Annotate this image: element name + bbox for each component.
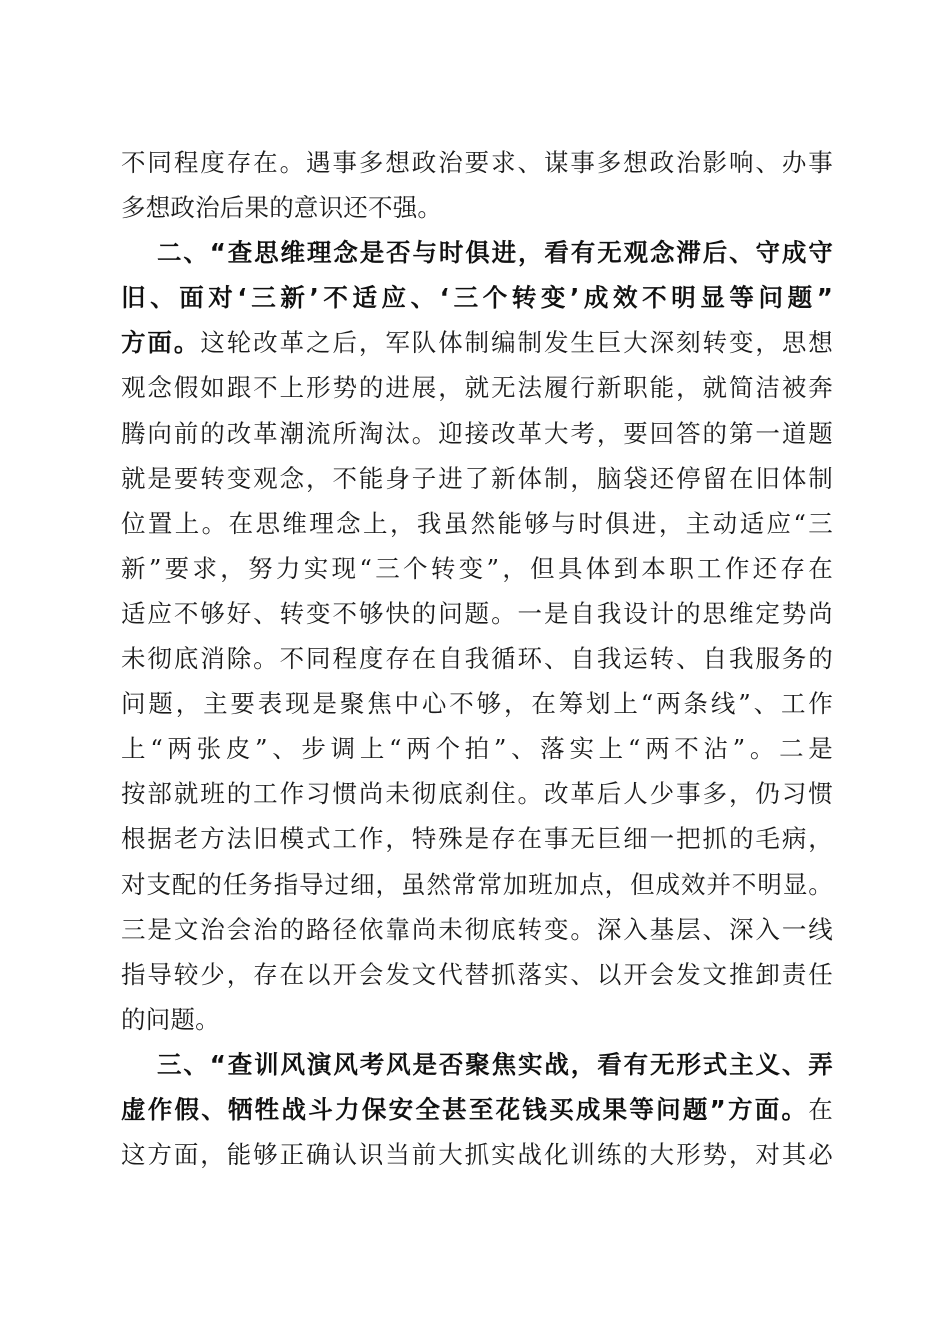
text-segment: 腾向前的改革潮流所淘汰。迎接改革大考，要回答的第一道题 [121, 418, 833, 448]
text-segment: 多想政治后果的意识还不强。 [121, 193, 443, 223]
text-line [121, 546, 833, 591]
text-line [121, 591, 833, 636]
text-line [121, 726, 833, 771]
text-segment: 在 [808, 1094, 833, 1124]
text-line [121, 365, 833, 410]
text-segment: 三是文治会治的路径依靠尚未彻底转变。深入基层、深入一线 [121, 914, 833, 944]
text-line [121, 907, 833, 952]
text-line [121, 275, 833, 320]
text-segment: 这轮改革之后，军队体制编制发生巨大深刻转变，思想 [200, 328, 833, 358]
text-segment: 适应不够好、转变不够快的问题。一是自我设计的思维定势尚 [121, 598, 833, 628]
text-segment: 位置上。在思维理念上，我虽然能够与时俱进，主动适应“三 [121, 508, 833, 538]
text-line [121, 1087, 833, 1132]
text-segment: 就是要转变观念，不能身子进了新体制，脑袋还停留在旧体制 [121, 463, 833, 493]
text-segment: 按部就班的工作习惯尚未彻底刹住。改革后人少事多，仍习惯 [121, 779, 833, 809]
text-line [121, 997, 833, 1042]
text-segment: 新”要求，努力实现“三个转变”，但具体到本职工作还存在 [121, 553, 833, 583]
bold-text-segment: 二、“查思维理念是否与时俱进，看有无观念滞后、守成守 [157, 238, 833, 268]
text-line [121, 320, 833, 365]
document-body [121, 140, 833, 1177]
text-line [121, 230, 833, 275]
text-line [121, 501, 833, 546]
bold-text-segment: 虚作假、牺牲战斗力保安全甚至花钱买成果等问题”方面。 [121, 1094, 809, 1124]
text-line [121, 771, 833, 816]
text-line [121, 1132, 833, 1177]
text-segment: 未彻底消除。不同程度存在自我循环、自我运转、自我服务的 [121, 644, 833, 674]
bold-text-segment: 方面。 [121, 328, 201, 358]
text-segment: 观念假如跟不上形势的进展，就无法履行新职能，就简洁被奔 [121, 373, 833, 403]
text-line [121, 952, 833, 997]
text-line [121, 456, 833, 501]
text-line [121, 411, 833, 456]
text-segment: 的问题。 [121, 1004, 220, 1034]
bold-text-segment: 三、“查训风演风考风是否聚焦实战，看有无形式主义、弄 [157, 1049, 833, 1079]
text-segment: 根据老方法旧模式工作，特殊是存在事无巨细一把抓的毛病， [121, 824, 833, 854]
text-segment: 上“两张皮”、步调上“两个拍”、落实上“两不沾”。二是 [121, 734, 833, 764]
text-line [121, 1042, 833, 1087]
text-line [121, 862, 833, 907]
text-line [121, 185, 833, 230]
text-line [121, 636, 833, 681]
text-segment: 这方面，能够正确认识当前大抓实战化训练的大形势，对其必 [121, 1140, 833, 1170]
text-segment: 对支配的任务指导过细，虽然常常加班加点，但成效并不明显。 [121, 869, 833, 899]
bold-text-segment: 旧、面对‘三新’不适应、‘三个转变’成效不明显等问题” [121, 283, 833, 313]
text-line [121, 816, 833, 861]
text-line [121, 681, 833, 726]
text-segment: 不同程度存在。遇事多想政治要求、谋事多想政治影响、办事 [121, 148, 833, 177]
text-segment: 指导较少，存在以开会发文代替抓落实、以开会发文推卸责任 [121, 959, 833, 989]
text-segment: 问题，主要表现是聚焦中心不够，在筹划上“两条线”、工作 [121, 689, 833, 719]
text-line [121, 140, 833, 185]
